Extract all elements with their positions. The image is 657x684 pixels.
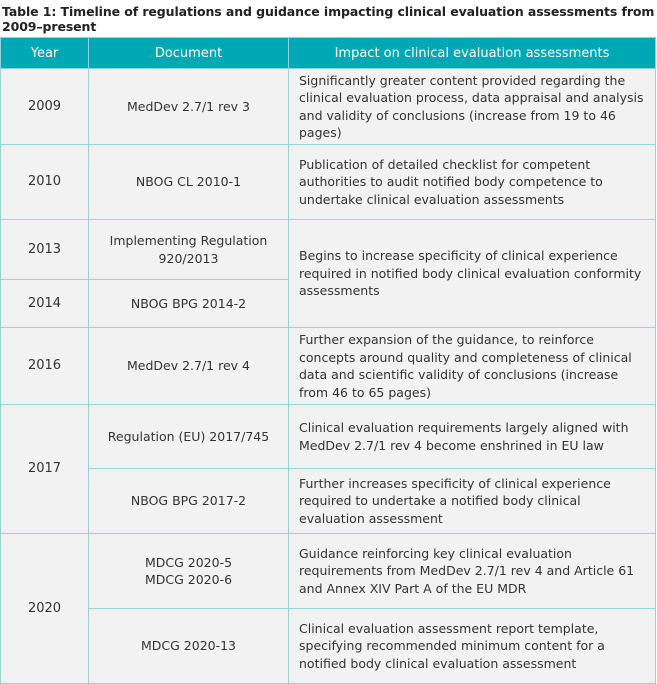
document-cell: NBOG BPG 2017-2 — [89, 469, 289, 534]
table-row — [1, 534, 656, 609]
table-caption: Table 1: Timeline of regulations and guidance impacting clinical evaluation assessments from 2009–present — [2, 4, 655, 34]
table-row — [1, 220, 656, 280]
year-cell: 2017 — [1, 405, 89, 534]
header-impact: Impact on clinical evaluation assessments — [289, 38, 656, 69]
document-cell: NBOG CL 2010-1 — [89, 145, 289, 220]
impact-cell: Begins to increase specificity of clinical experience required in notified body clinical evaluation conformity assessments — [289, 220, 656, 328]
document-cell: MedDev 2.7/1 rev 4 — [89, 328, 289, 405]
document-line: MDCG 2020-5 — [144, 554, 233, 570]
year-cell: 2013 — [1, 220, 89, 280]
table-row — [1, 69, 656, 145]
table-row — [1, 469, 656, 534]
document-line: MDCG 2020-6 — [144, 572, 233, 587]
table-row — [1, 405, 656, 469]
impact-cell: Significantly greater content provided regarding the clinical evaluation process, data appraisal and analysis and validity of conclusions (increase from 19 to 46 pages) — [289, 69, 656, 145]
impact-cell: Clinical evaluation requirements largely aligned with MedDev 2.7/1 rev 4 become enshrined in EU law — [289, 405, 656, 469]
impact-cell: Further increases specificity of clinical experience required to undertake a notified body clinical evaluation assessment — [289, 469, 656, 534]
document-cell: MedDev 2.7/1 rev 3 — [89, 69, 289, 145]
document-cell: MDCG 2020-13 — [89, 609, 289, 684]
year-cell: 2009 — [1, 69, 89, 145]
header-document: Document — [89, 38, 289, 69]
year-cell: 2014 — [1, 280, 89, 328]
document-cell — [89, 534, 289, 609]
header-year: Year — [1, 38, 89, 69]
impact-cell: Clinical evaluation assessment report template, specifying recommended minimum content for a notified body clinical evaluation assessment — [289, 609, 656, 684]
table-row — [1, 145, 656, 220]
header-row — [1, 38, 656, 69]
impact-cell: Further expansion of the guidance, to reinforce concepts around quality and completeness of clinical data and scientific validity of conclusions (increase from 46 to 65 pages) — [289, 328, 656, 405]
table-row — [1, 609, 656, 684]
document-cell: Regulation (EU) 2017/745 — [89, 405, 289, 469]
document-cell: Implementing Regulation 920/2013 — [89, 220, 289, 280]
regulations-timeline-table — [0, 37, 656, 684]
year-cell: 2020 — [1, 534, 89, 684]
document-cell: NBOG BPG 2014-2 — [89, 280, 289, 328]
impact-cell: Publication of detailed checklist for competent authorities to audit notified body competence to undertake clinical evaluation assessments — [289, 145, 656, 220]
year-cell: 2016 — [1, 328, 89, 405]
year-cell: 2010 — [1, 145, 89, 220]
impact-cell: Guidance reinforcing key clinical evaluation requirements from MedDev 2.7/1 rev 4 and Article 61 and Annex XIV Part A of the EU MDR — [289, 534, 656, 609]
table-row — [1, 328, 656, 405]
